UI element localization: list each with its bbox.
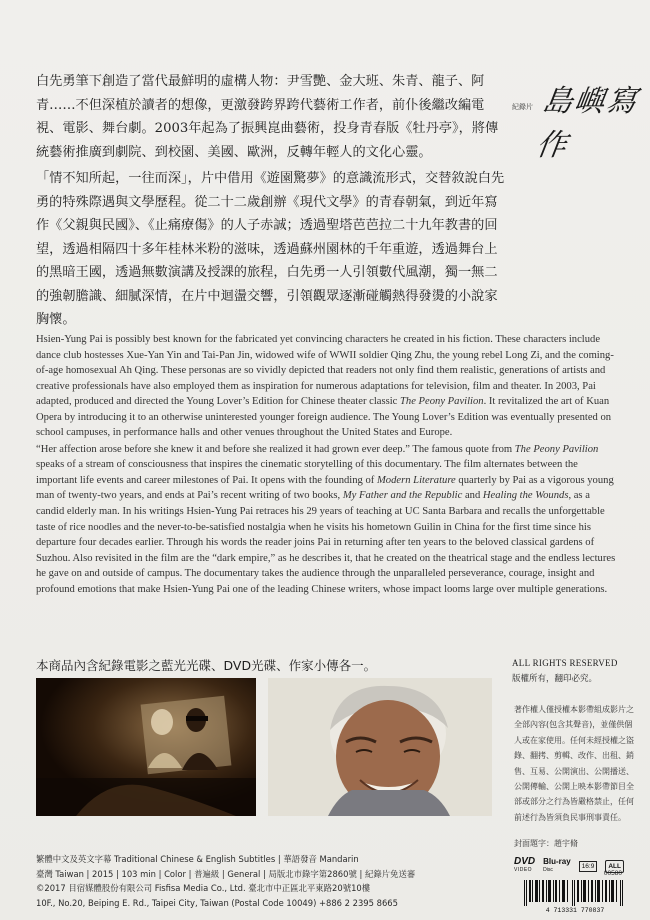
dvd-logo-icon [514, 858, 535, 874]
rating-badge: ALL [605, 860, 624, 873]
archival-photo-illustration [36, 678, 256, 816]
text-run: . It revitalized the art of Kuan Opera by introducing it to an otherwise uninterested younger foreign audience. The Young Lover’s Edition was eventually presented on school campuses, in performance halls and other venues throughout the United States and Europe. [36, 396, 612, 439]
cover-calligraphy-credit: 封面題字：趙宇脩 [514, 839, 578, 848]
text-run: Hsien-Yung Pai is possibly best known for the fabricated yet convincing characters he created in his fiction. These characters include dance club hostesses Xue-Yan Yin and Tai-Pan Jin, widowed wife of WWII soldier Qing Zhu, the young rebel Long Zi, and the coming-of-age homosexual Ah Qing. These personas are so vividly depicted that readers not only find them realistic, generations of artists and creative professionals have also employed them as inspiration for numerous adaptations for television, film and theater. In 2003, Pai adapted, produced and directed the Young Lover’s Edition for Chinese theater classic [36, 334, 614, 408]
subtitle-language-line: 繁體中文及英文字幕 Traditional Chinese & English Subtitles | 華語發音 Mandarin [36, 854, 359, 864]
logo-title: 島嶼寫作 [533, 84, 642, 163]
publisher-line: ©2017 目宿媒體股份有限公司 Fisfisa Media Co., Ltd. 臺北市中正區北平東路20號10樓 [36, 883, 371, 894]
series-logo [512, 76, 642, 163]
title-italic: The Peony Pavilion [400, 396, 484, 408]
text-run: quarterly by Pai as a vigorous young man of twenty-two years, and ends at Pai’s recent writing of two books, [36, 474, 614, 502]
barcode-digits: 4 713331 770837 [545, 907, 605, 914]
english-paragraph-1 [36, 332, 616, 441]
title-italic: My Father and the Republic [342, 490, 463, 502]
chinese-synopsis [36, 70, 506, 332]
text-run: , as a candid elderly man. In his writings Hsien-Yung Pai retraces his 29 years of teaching at UC Santa Barbara and recalls the unforgettable taste of rice noodles and the never-to-be-satisfied nostalgia when he visits his hometown Guilin in China for the first time since his departure four decades earlier. Through his words the reader joins Pai in returning after ten years to the beloved classical gardens of Suzhou. Also revisited in the film are the “dark empire,” as he describes it, that he created on the theatrical stage and the endless lectures he gave on and outside of campus. The documentary takes the audience through the unparalleled perseverance, courage, insight and profound emotions that make Hsien-Yung Pai one of the leading Chinese writers, whose impact looms large over multiple generations. [36, 490, 616, 595]
text-run: and [462, 490, 483, 502]
dvd-sub-label: VIDEO [514, 867, 533, 873]
title-italic: Modern Literature [376, 474, 456, 486]
address-line: 10F., No.20, Beiping E. Rd., Taipei City, Taiwan (Postal Code 10049) +886 2 2395 8665 [36, 897, 398, 908]
product-info-footer [36, 852, 476, 910]
product-code: 00580 [603, 870, 622, 877]
dvd-label: DVD [514, 856, 536, 867]
rights-reserved-en: ALL RIGHTS RESERVED [512, 658, 618, 668]
title-italic: The Peony Pavilion [514, 443, 599, 455]
text-run: speaks of a stream of consciousness that inspires the cinematic storytelling of this documentary. The film alternates between the important life events and career milestones of Pai. It opens with the founding of [36, 459, 578, 486]
bluray-sub-label: Disc [543, 867, 553, 873]
rights-reserved-zh: 版權所有，翻印必究。 [512, 674, 598, 684]
chinese-paragraph-2: 「情不知所起，一往而深」，片中借用《遊園驚夢》的意識流形式，交替敘說白先勇的特殊際遇與文學歷程。從二十二歲創辦《現代文學》的青春朝氣，到近年寫作《父親與民國》、《止痛療傷》的人子赤誠；透過聖塔芭芭拉二十九年教書的回望，透過相隔四十多年桂林米粉的滋味，透過蘇州園林的千年重遊，透過舞台上的黑暗王國，透過無數演講及授課的旅程，白先勇一人引領數代風潮，獨一無二的強韌膽識、細膩深情，在片中迴盪交響，引領觀眾逐漸碰觸熱得發燙的小說家胸懷。 [36, 171, 505, 327]
author-portrait-photo [268, 678, 492, 816]
barcode-bars-icon [520, 880, 630, 906]
title-italic: Healing the Wounds [482, 490, 569, 502]
author-portrait-illustration [268, 678, 492, 816]
archival-photo [36, 678, 256, 816]
copyright-notice: 著作權人僅授權本影帶組成影片之全部內容(包含其聲音)，並僅供個人或在家使用。任何未經授權之盜錄、翻拷、剪輯、改作、出租、銷售、互易、公開演出、公開播送、公開傳輸、公開上映本影帶節目全部或部分之行為皆嚴格禁止，任何前述行為皆須負民事刑事責任。 [514, 705, 634, 822]
spec-line: 臺灣 Taiwan | 2015 | 103 min | Color | 普遍級 | General | 局版北市錄字第2860號 | 紀錄片免送審 [36, 868, 416, 879]
text-run: “Her affection arose before she knew it and before she realized it had grown ever deep.” The famous quote from [36, 443, 515, 455]
package-contents-note: 本商品內含紀錄電影之藍光光碟、DVD光碟、作家小傳各一。 [36, 658, 377, 673]
aspect-ratio-badge: 16:9 [579, 861, 598, 872]
english-paragraph-2 [36, 442, 616, 597]
chinese-paragraph-1: 白先勇筆下創造了當代最鮮明的虛構人物：尹雪艷、金大班、朱青、龍子、阿青……不但深植於讀者的想像，更激發跨界跨代藝術工作者，前仆後繼改編電視、電影、舞台劇。2003年起為了振興崑曲藝術，投身青春版《牡丹亭》，將傳統藝術推廣到劇院、到校園、美國、歐洲，反轉年輕人的文化心靈。 [36, 74, 499, 160]
english-synopsis [36, 332, 616, 597]
bluray-logo-icon [543, 858, 571, 874]
logo-small-text: 紀錄片 [512, 103, 533, 111]
bluray-label: Blu-ray [543, 857, 571, 866]
